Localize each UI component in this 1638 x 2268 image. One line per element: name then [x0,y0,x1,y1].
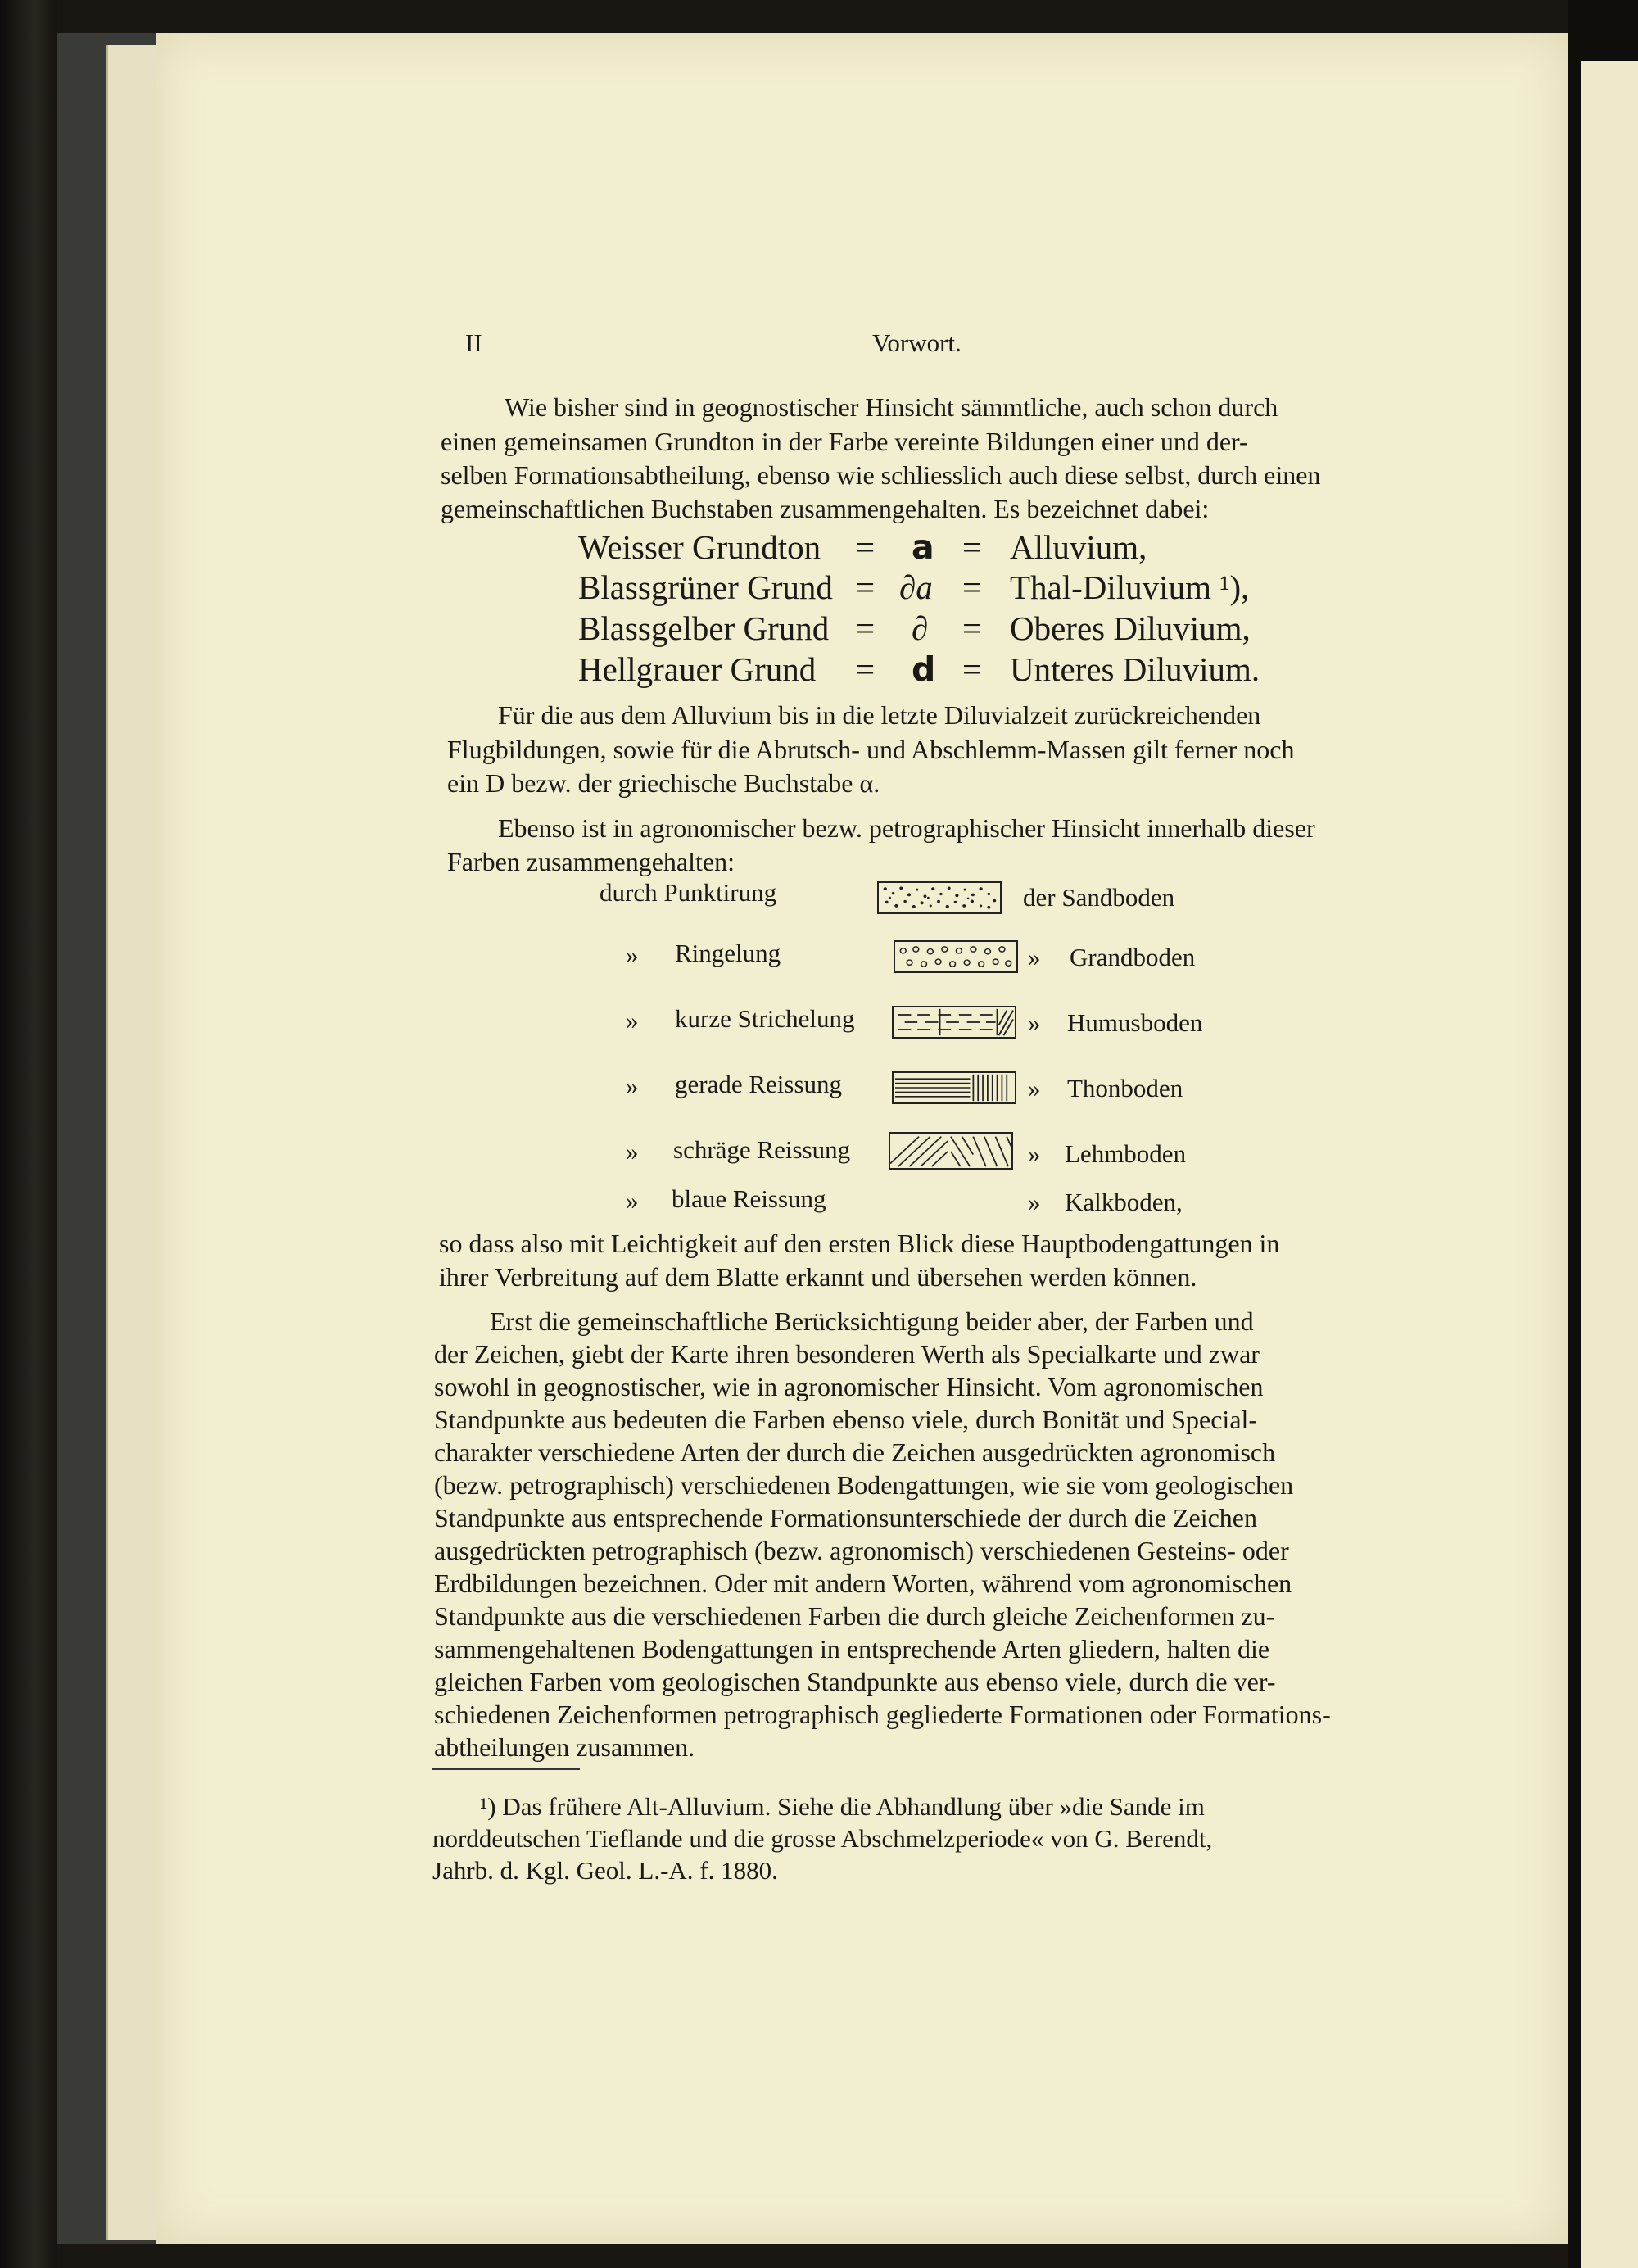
text-line: selben Formationsabtheilung, ebenso wie schliesslich auch diese selbst, durch einen [441,460,1321,490]
legend-prefix: » [626,940,639,969]
text-line: einen gemeinsamen Grundton in der Farbe vereinte Bildungen einer und der- [441,427,1248,456]
notation-meaning: Thal-Diluvium ¹), [1010,568,1250,606]
text-line: Erst die gemeinschaftliche Berücksichtigung beider aber, der Farben und [490,1306,1254,1336]
legend-ditto: » [1028,1074,1041,1102]
footnote-line: ¹) Das frühere Alt-Alluvium. Siehe die Abhandlung über »die Sande im [480,1792,1205,1821]
text-line: Für die aus dem Alluvium bis in die letzte Diluvialzeit zurückreichenden [498,700,1261,730]
text-line: Ebenso ist in agronomischer bezw. petrographischer Hinsicht innerhalb dieser [498,813,1315,843]
legend-method: schräge Reissung [673,1135,851,1164]
text-line: gemeinschaftlichen Buchstaben zusammengehalten. Es bezeichnet dabei: [441,494,1210,523]
notation-meaning: Oberes Diluvium, [1010,609,1251,647]
legend-soil: der Sandboden [1023,883,1175,912]
legend-method: gerade Reissung [675,1070,843,1098]
equals-sign: = [962,568,982,606]
text-line: schiedenen Zeichenformen petrographisch gegliederte Formationen oder Formations- [434,1700,1331,1729]
notation-symbol: ∂ [912,609,929,647]
dots-icon [877,881,1002,914]
legend-prefix: » [626,1006,639,1034]
footnote-line: norddeutschen Tieflande und die grosse Abschmelzperiode« von G. Berendt, [432,1824,1213,1853]
legend-ditto: » [1028,1188,1041,1216]
text-line: so dass also mit Leichtigkeit auf den ersten Blick diese Hauptbodengattungen in [439,1229,1280,1258]
legend-method: kurze Strichelung [675,1004,855,1033]
text-line: Standpunkte aus bedeuten die Farben ebenso viele, durch Bonität und Special- [434,1405,1258,1434]
text-line: abtheilungen zusammen. [434,1732,695,1762]
legend-prefix: » [626,1186,639,1215]
equals-sign: = [856,568,876,606]
text-line: Standpunkte aus entsprechende Formationsunterschiede der durch die Zeichen [434,1503,1257,1532]
legend-ditto: » [1028,1008,1041,1037]
legend-soil: Thonboden [1067,1074,1183,1102]
text-line: sammengehaltenen Bodengattungen in entsprechende Arten gliedern, halten die [434,1634,1270,1664]
facing-page-edge [1581,61,1638,2268]
legend-soil: Lehmboden [1065,1139,1187,1168]
footnote-rule [432,1768,580,1770]
equals-sign: = [962,528,982,566]
legend-method: durch Punktirung [600,878,777,907]
book-page [156,33,1568,2244]
legend-soil: Kalkboden, [1065,1188,1183,1216]
text-line: Standpunkte aus die verschiedenen Farben die durch gleiche Zeichenformen zu- [434,1601,1275,1631]
equals-sign: = [856,650,876,688]
notation-label: Hellgrauer Grund [578,650,817,688]
notation-symbol: d [912,650,936,689]
text-line: der Zeichen, giebt der Karte ihren besonderen Werth als Specialkarte und zwar [434,1339,1260,1369]
notation-meaning: Alluvium, [1010,528,1147,566]
text-line: Erdbildungen bezeichnen. Oder mit andern Worten, während vom agronomischen [434,1569,1292,1598]
diagonal-lines-icon [889,1132,1013,1170]
dashes-icon [892,1006,1016,1039]
notation-label: Weisser Grundton [578,528,821,566]
text-line: sowohl in geognostischer, wie in agronomischer Hinsicht. Vom agronomischen [434,1372,1264,1401]
legend-prefix: » [626,1071,639,1100]
book-spine [0,0,57,2268]
notation-label: Blassgrüner Grund [578,568,833,606]
equals-sign: = [856,528,876,566]
legend-method: Ringelung [675,939,781,967]
text-line: Flugbildungen, sowie für die Abrutsch- und Abschlemm-Massen gilt ferner noch [447,735,1295,764]
equals-sign: = [962,650,982,688]
legend-method: blaue Reissung [672,1184,826,1213]
page-number: II [465,328,482,357]
text-line: ausgedrückten petrographisch (bezw. agronomisch) verschiedenen Gesteins- oder [434,1536,1289,1565]
rings-icon [894,940,1018,973]
legend-ditto: » [1028,1139,1041,1168]
notation-meaning: Unteres Diluvium. [1010,650,1260,688]
legend-ditto: » [1028,943,1041,971]
text-line: ein D bezw. der griechische Buchstabe α. [447,768,880,798]
legend-soil: Grandboden [1070,943,1196,971]
legend-soil: Humusboden [1067,1008,1203,1037]
text-line: Wie bisher sind in geognostischer Hinsicht sämmtliche, auch schon durch [505,392,1278,422]
notation-symbol: a [912,527,934,567]
vertical-lines-icon [892,1071,1016,1104]
notation-symbol: ∂a [899,568,933,606]
notation-label: Blassgelber Grund [578,609,830,647]
text-line: (bezw. petrographisch) verschiedenen Bodengattungen, wie sie vom geologischen [434,1470,1294,1500]
legend-prefix: » [626,1137,639,1166]
text-line: Farben zusammengehalten: [447,847,735,876]
text-line: gleichen Farben vom geologischen Standpunkte aus ebenso viele, durch die ver- [434,1667,1276,1696]
footnote-line: Jahrb. d. Kgl. Geol. L.-A. f. 1880. [432,1856,778,1885]
text-line: ihrer Verbreitung auf dem Blatte erkannt und übersehen werden können. [439,1262,1197,1292]
equals-sign: = [856,609,876,647]
text-line: charakter verschiedene Arten der durch die Zeichen ausgedrückten agronomisch [434,1437,1276,1467]
equals-sign: = [962,609,982,647]
running-head: Vorwort. [872,328,962,357]
